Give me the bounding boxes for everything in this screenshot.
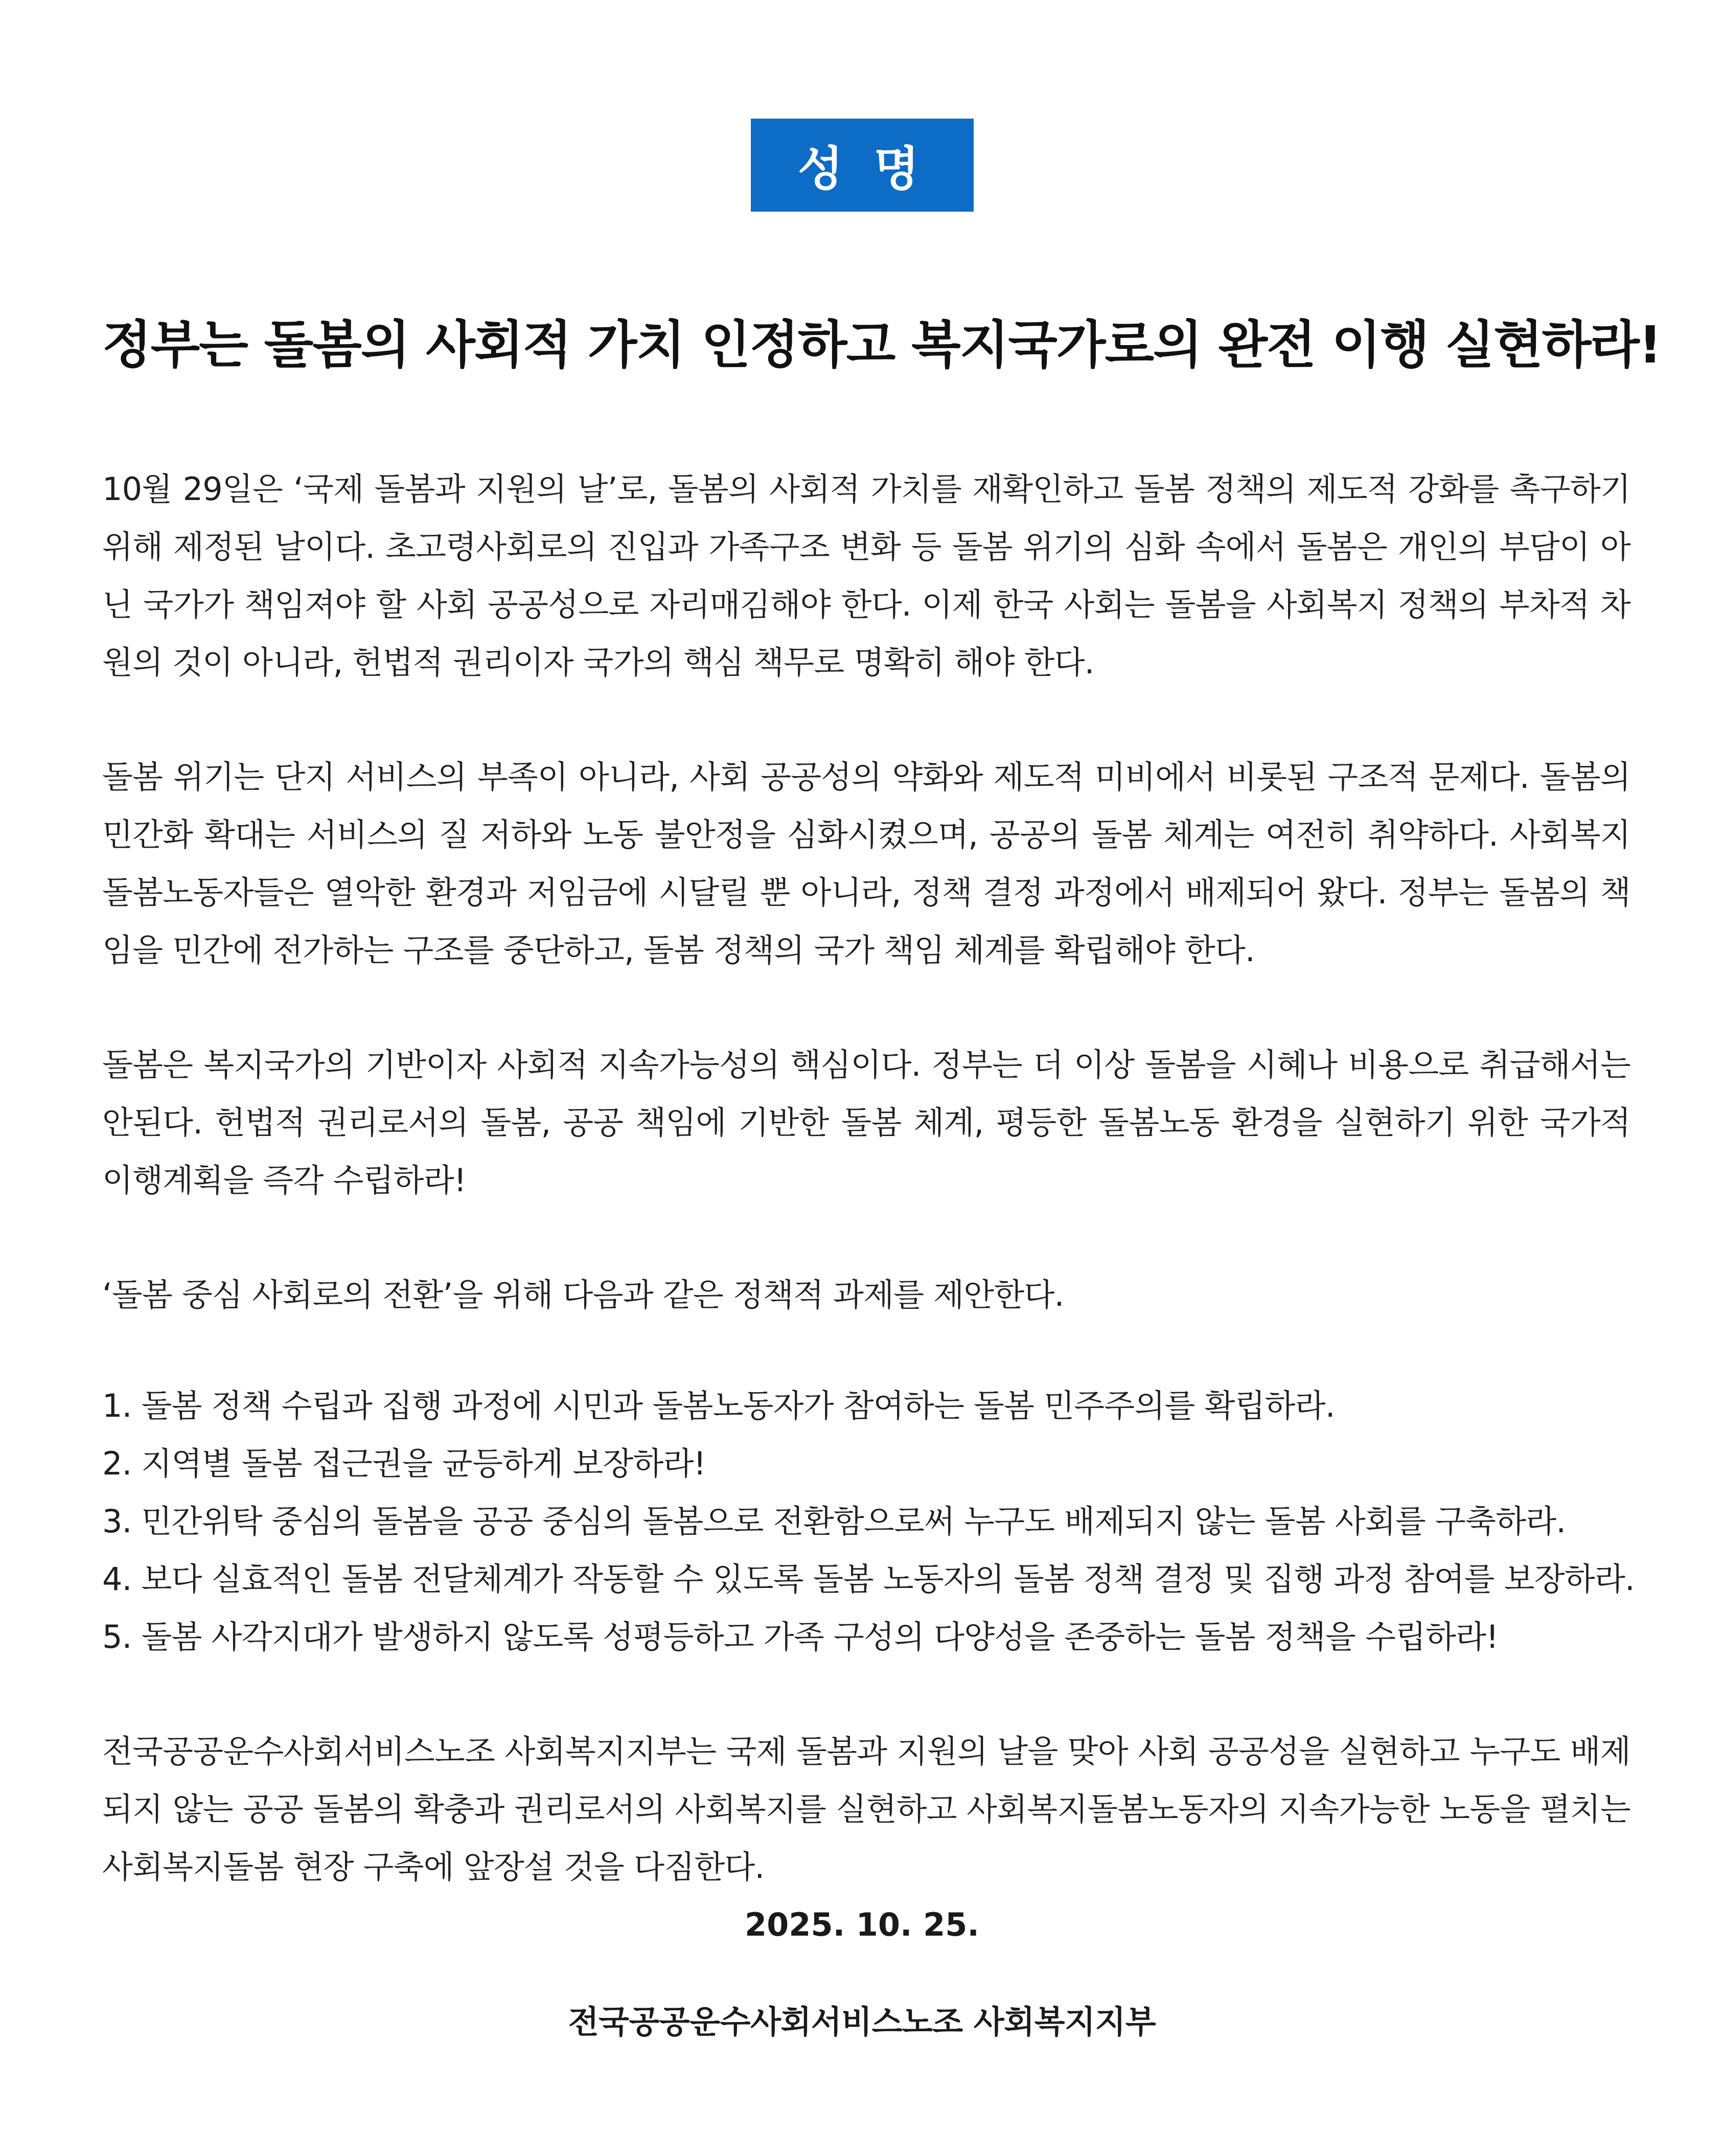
demands-intro: ‘돌봄 중심 사회로의 전환’을 위해 다음과 같은 정책적 과제를 제안한다. xyxy=(102,1276,1064,1313)
paragraph-3: 돌봄은 복지국가의 기반이자 사회적 지속가능성의 핵심이다. 정부는 더 이상 돌봄을 시혜나 비용으로 취급해서는 안된다. 헌법적 권리로서의 돌봄, 공공 책임에 기반한 돌봄 체계, 평등한 돌봄노동 환경을 실현하기 위한 국가적 이행계획을 즉각 수립하라! xyxy=(102,1046,1630,1199)
badge-container xyxy=(0,119,1724,212)
demand-item-2: 2. 지역별 돌봄 접근권을 균등하게 보장하라! xyxy=(102,1445,706,1482)
paragraph-1: 10월 29일은 ‘국제 돌봄과 지원의 날’로, 돌봄의 사회적 가치를 재확인하고 돌봄 정책의 제도적 강화를 촉구하기 위해 제정된 날이다. 초고령사회로의 진입과 가족구조 변화 등 돌봄 위기의 심화 속에서 돌봄은 개인의 부담이 아닌 국가가 책임져야 할 사회 공공성으로 자리매김해야 한다. 이제 한국 사회는 돌봄을 사회복지 정책의 부차적 차원의 것이 아니라, 헌법적 권리이자 국가의 핵심 책무로 명확히 해야 한다. xyxy=(102,470,1630,681)
demand-item-3: 3. 민간위탁 중심의 돌봄을 공공 중심의 돌봄으로 전환함으로써 누구도 배제되지 않는 돌봄 사회를 구축하라. xyxy=(102,1503,1566,1540)
statement-body xyxy=(102,460,1635,1953)
demand-item-5: 5. 돌봄 사각지대가 발생하지 않도록 성평등하고 가족 구성의 다양성을 존중하는 돌봄 정책을 수립하라! xyxy=(102,1618,1499,1655)
closing-paragraph: 전국공공운수사회서비스노조 사회복지지부는 국제 돌봄과 지원의 날을 맞아 사회 공공성을 실현하고 누구도 배제되지 않는 공공 돌봄의 확충과 권리로서의 사회복지를 실현하고 사회복지돌봄노동자의 지속가능한 노동을 펼치는 사회복지돌봄 현장 구축에 앞장설 것을 다짐한다. xyxy=(102,1733,1630,1886)
demand-list xyxy=(102,1377,1635,1666)
demand-item-4: 4. 보다 실효적인 돌봄 전달체계가 작동할 수 있도록 돌봄 노동자의 돌봄 정책 결정 및 집행 과정 참여를 보장하라. xyxy=(102,1560,1635,1598)
headline: 정부는 돌봄의 사회적 가치 인정하고 복지국가로의 완전 이행 실현하라! xyxy=(102,315,1661,375)
statement-badge: 성 명 xyxy=(751,119,974,212)
statement-date: 2025. 10. 25. xyxy=(745,1906,979,1943)
paragraph-2: 돌봄 위기는 단지 서비스의 부족이 아니라, 사회 공공성의 약화와 제도적 미비에서 비롯된 구조적 문제다. 돌봄의 민간화 확대는 서비스의 질 저하와 노동 불안정을 심화시켰으며, 공공의 돌봄 체계는 여전히 취약하다. 사회복지돌봄노동자들은 열악한 환경과 저임금에 시달릴 뿐 아니라, 정책 결정 과정에서 배제되어 왔다. 정부는 돌봄의 책임을 민간에 전가하는 구조를 중단하고, 돌봄 정책의 국가 책임 체계를 확립해야 한다. xyxy=(102,758,1630,969)
organization-name: 전국공공운수사회서비스노조 사회복지지부 xyxy=(568,2003,1156,2040)
demand-item-1: 1. 돌봄 정책 수립과 집행 과정에 시민과 돌봄노동자가 참여하는 돌봄 민주주의를 확립하라. xyxy=(102,1387,1335,1424)
